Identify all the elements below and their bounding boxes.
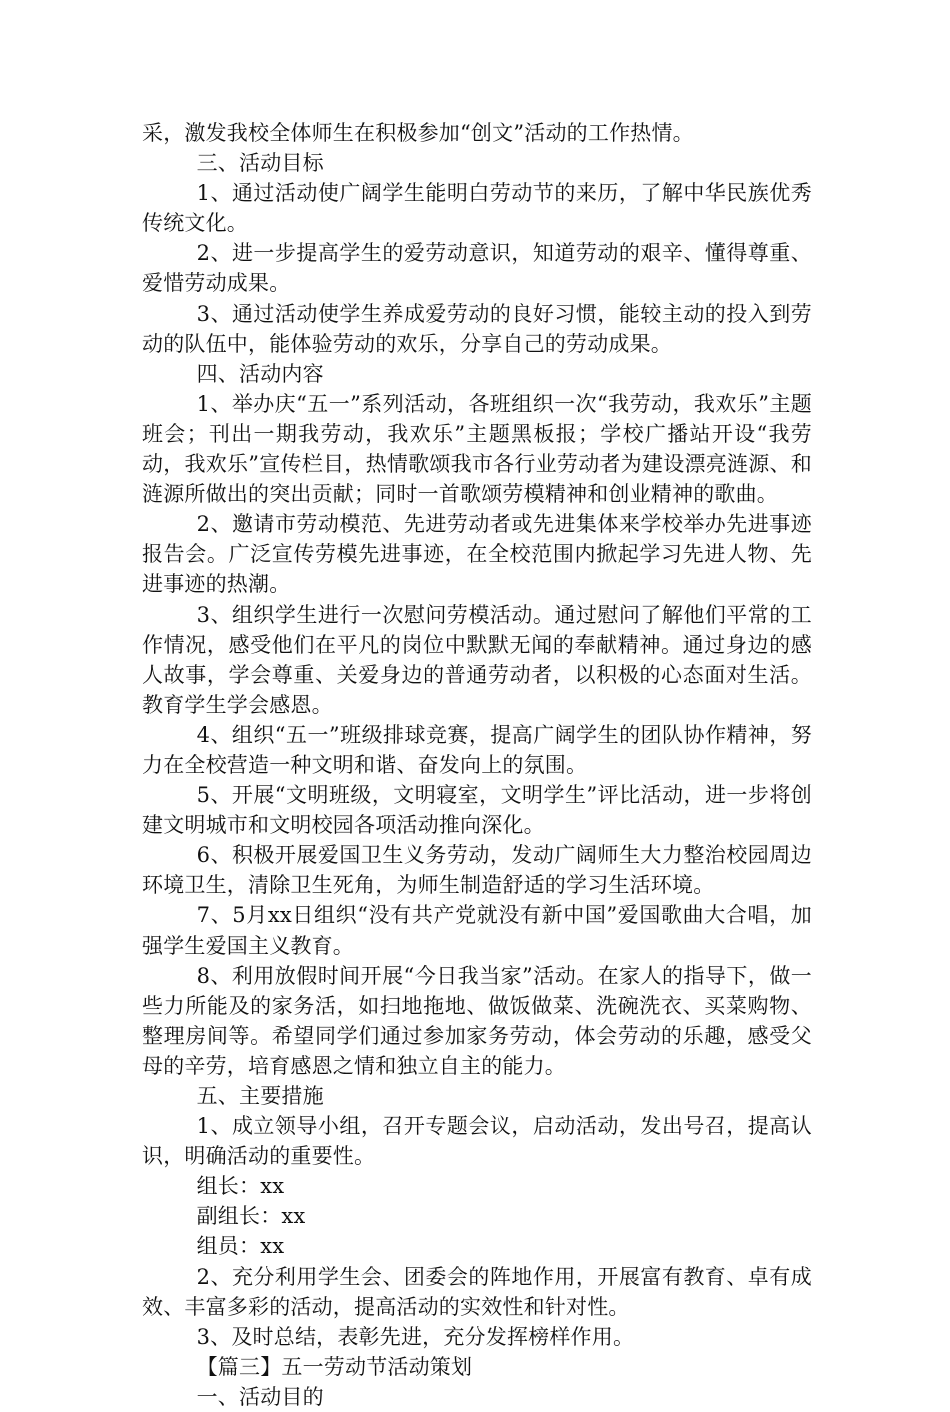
section-heading-goals: 三、活动目标 [196, 151, 324, 176]
paragraph-content-1: 1、举办庆“五一”系列活动，各班组织一次“我劳动，我欢乐”主题班会；刊出一期我劳动，我欢乐”主题黑板报；学校广播站开设“我劳动，我欢乐”宣传栏目，热情歌颂我市各行业劳动者为建设漂亮涟源、和涟源所做出的突出贡献；同时一首歌颂劳模精神和创业精神的歌曲。 [142, 391, 812, 507]
paragraph-content-4: 4、组织“五一”班级排球竞赛，提高广阔学生的团队协作精神，努力在全校营造一种文明和谐、奋发向上的氛围。 [142, 722, 812, 777]
section-heading-purpose: 一、活动目的 [196, 1384, 324, 1409]
deputy-leader-line: 副组长：xx [196, 1204, 306, 1229]
paragraph-continuation: 采，激发我校全体师生在积极参加“创文”活动的工作热情。 [142, 121, 694, 145]
paragraph-content-6: 6、积极开展爱国卫生义务劳动，发动广阔师生大力整治校园周边环境卫生，清除卫生死角，为师生制造舒适的学习生活环境。 [142, 843, 812, 898]
article-title-part-three: 【篇三】五一劳动节活动策划 [196, 1354, 473, 1379]
paragraph-goal-1: 1、通过活动使广阔学生能明白劳动节的来历，了解中华民族优秀传统文化。 [142, 181, 812, 236]
section-heading-measures: 五、主要措施 [196, 1084, 324, 1108]
paragraph-content-7: 7、5月xx日组织“没有共产党就没有新中国”爱国歌曲大合唱，加强学生爱国主义教育。 [142, 903, 812, 958]
paragraph-measure-2: 2、充分利用学生会、团委会的阵地作用，开展富有教育、卓有成效、丰富多彩的活动，提高活动的实效性和针对性。 [142, 1264, 812, 1319]
document-body [142, 118, 812, 1412]
paragraph-content-8: 8、利用放假时间开展“今日我当家”活动。在家人的指导下，做一些力所能及的家务活，如扫地拖地、做饭做菜、洗碗洗衣、买菜购物、整理房间等。希望同学们通过参加家务劳动，体会劳动的乐趣，感受父母的辛劳，培育感恩之情和独立自主的能力。 [142, 963, 812, 1078]
section-heading-content: 四、活动内容 [196, 361, 324, 386]
paragraph-measure-1: 1、成立领导小组，召开专题会议，启动活动，发出号召，提高认识，明确活动的重要性。 [142, 1114, 812, 1169]
paragraph-content-3: 3、组织学生进行一次慰问劳模活动。通过慰问了解他们平常的工作情况，感受他们在平凡的岗位中默默无闻的奉献精神。通过身边的感人故事，学会尊重、关爱身边的普通劳动者，以积极的心态面对生活。教育学生学会感恩。 [142, 602, 812, 717]
leader-line: 组长：xx [196, 1174, 285, 1199]
paragraph-content-5: 5、开展“文明班级，文明寝室，文明学生”评比活动，进一步将创建文明城市和文明校园各项活动推向深化。 [142, 783, 812, 838]
paragraph-content-2: 2、邀请市劳动模范、先进劳动者或先进集体来学校举办先进事迹报告会。广泛宣传劳模先进事迹，在全校范围内掀起学习先进人物、先进事迹的热潮。 [142, 512, 812, 597]
paragraph-goal-2: 2、进一步提高学生的爱劳动意识，知道劳动的艰辛、懂得尊重、爱惜劳动成果。 [142, 241, 812, 296]
paragraph-measure-3: 3、及时总结，表彰先进，充分发挥榜样作用。 [196, 1324, 635, 1349]
paragraph-goal-3: 3、通过活动使学生养成爱劳动的良好习惯，能较主动的投入到劳动的队伍中，能体验劳动的欢乐，分享自己的劳动成果。 [142, 301, 812, 356]
members-line: 组员：xx [196, 1234, 285, 1259]
